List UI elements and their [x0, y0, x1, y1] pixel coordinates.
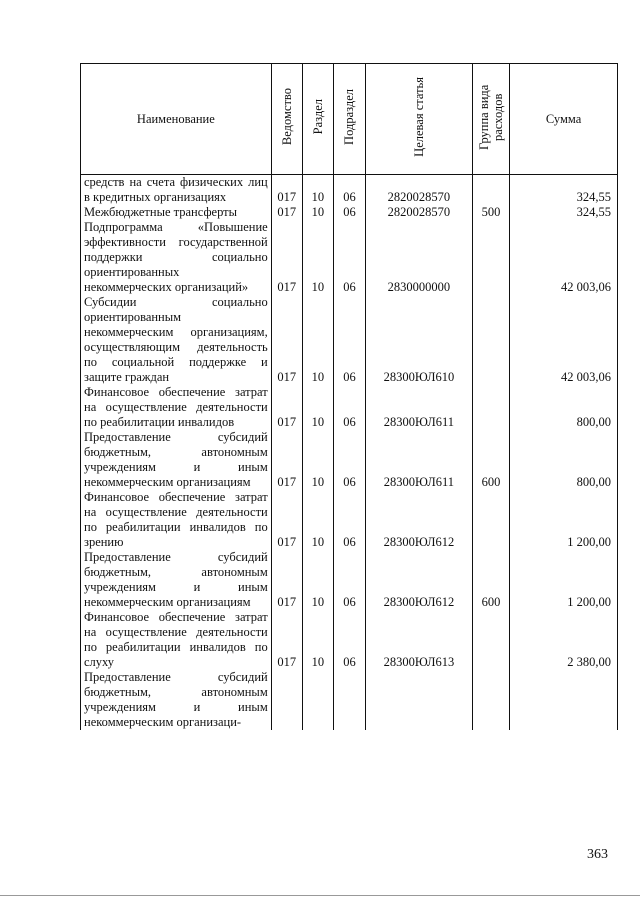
- cell-section: 10: [302, 430, 333, 490]
- cell-subsection: [333, 670, 365, 730]
- footer-divider: [0, 895, 640, 896]
- cell-target-item: 28300ЮЛ612: [366, 550, 473, 610]
- cell-name: Финансовое обеспечение затрат на осуществление деятельности по реабилитации инвалидов по зрению: [81, 490, 272, 550]
- header-sum: Сумма: [510, 64, 618, 175]
- cell-section: 10: [302, 175, 333, 206]
- cell-subsection: 06: [333, 175, 365, 206]
- cell-target-item: 28300ЮЛ612: [366, 490, 473, 550]
- cell-expense-group: [472, 295, 509, 385]
- cell-expense-group: [472, 490, 509, 550]
- header-name: Наименование: [81, 64, 272, 175]
- header-expense-group: Группа вида расходов: [472, 64, 509, 175]
- cell-section: 10: [302, 385, 333, 430]
- cell-department: 017: [271, 430, 302, 490]
- table-row: [81, 430, 618, 490]
- cell-target-item: 28300ЮЛ613: [366, 610, 473, 670]
- header-target-item: Целевая статья: [366, 64, 473, 175]
- cell-name: Финансовое обеспечение затрат на осуществление деятельности по реабилитации инвалидов: [81, 385, 272, 430]
- cell-expense-group: [472, 670, 509, 730]
- cell-subsection: 06: [333, 550, 365, 610]
- cell-department: 017: [271, 385, 302, 430]
- cell-name: Предоставление субсидий бюджетным, автономным учреждениям и иным некоммерческим организациям: [81, 550, 272, 610]
- cell-target-item: 2820028570: [366, 175, 473, 206]
- cell-name: средств на счета физических лиц в кредитных организациях: [81, 175, 272, 206]
- header-row: [81, 64, 618, 175]
- cell-section: 10: [302, 610, 333, 670]
- cell-expense-group: [472, 220, 509, 295]
- cell-section: 10: [302, 205, 333, 220]
- cell-subsection: 06: [333, 205, 365, 220]
- cell-target-item: 28300ЮЛ611: [366, 430, 473, 490]
- cell-subsection: 06: [333, 385, 365, 430]
- cell-name: Финансовое обеспечение затрат на осуществление деятельности по реабилитации инвалидов по слуху: [81, 610, 272, 670]
- budget-table: [80, 63, 618, 730]
- cell-sum: 42 003,06: [510, 220, 618, 295]
- table-row: [81, 490, 618, 550]
- cell-expense-group: 600: [472, 430, 509, 490]
- cell-subsection: 06: [333, 295, 365, 385]
- cell-expense-group: [472, 175, 509, 206]
- table-row: [81, 295, 618, 385]
- cell-sum: 800,00: [510, 385, 618, 430]
- table-row: [81, 550, 618, 610]
- cell-target-item: [366, 670, 473, 730]
- cell-name: Предоставление субсидий бюджетным, автономным учреждениям и иным некоммерческим организаци-: [81, 670, 272, 730]
- cell-name: Подпрограмма «Повышение эффективности государственной поддержки социально ориентированных некоммерческих организаций»: [81, 220, 272, 295]
- header-section: Раздел: [302, 64, 333, 175]
- cell-target-item: 2820028570: [366, 205, 473, 220]
- table-body: [81, 175, 618, 731]
- cell-sum: 2 380,00: [510, 610, 618, 670]
- cell-department: 017: [271, 220, 302, 295]
- cell-subsection: 06: [333, 220, 365, 295]
- cell-sum: 324,55: [510, 205, 618, 220]
- page-number: 363: [587, 847, 608, 862]
- cell-sum: 324,55: [510, 175, 618, 206]
- table-row: [81, 205, 618, 220]
- cell-name: Предоставление субсидий бюджетным, автономным учреждениям и иным некоммерческим организациям: [81, 430, 272, 490]
- cell-target-item: 28300ЮЛ611: [366, 385, 473, 430]
- cell-department: [271, 670, 302, 730]
- table-row: [81, 670, 618, 730]
- cell-department: 017: [271, 175, 302, 206]
- cell-section: 10: [302, 295, 333, 385]
- cell-section: 10: [302, 490, 333, 550]
- cell-sum: [510, 670, 618, 730]
- cell-department: 017: [271, 610, 302, 670]
- cell-section: [302, 670, 333, 730]
- cell-department: 017: [271, 205, 302, 220]
- cell-sum: 1 200,00: [510, 550, 618, 610]
- header-department: Ведомство: [271, 64, 302, 175]
- table-row: [81, 220, 618, 295]
- cell-expense-group: [472, 385, 509, 430]
- cell-name: Межбюджетные трансферты: [81, 205, 272, 220]
- table-row: [81, 175, 618, 206]
- cell-expense-group: 500: [472, 205, 509, 220]
- cell-department: 017: [271, 490, 302, 550]
- cell-expense-group: [472, 610, 509, 670]
- cell-sum: 800,00: [510, 430, 618, 490]
- cell-section: 10: [302, 220, 333, 295]
- cell-name: Субсидии социально ориентированным некоммерческим организациям, осуществляющим деятельность по социальной поддержке и защите граждан: [81, 295, 272, 385]
- table-row: [81, 610, 618, 670]
- cell-department: 017: [271, 295, 302, 385]
- cell-subsection: 06: [333, 430, 365, 490]
- cell-department: 017: [271, 550, 302, 610]
- cell-target-item: 2830000000: [366, 220, 473, 295]
- header-subsection: Подраздел: [333, 64, 365, 175]
- cell-subsection: 06: [333, 490, 365, 550]
- cell-target-item: 28300ЮЛ610: [366, 295, 473, 385]
- cell-subsection: 06: [333, 610, 365, 670]
- table-row: [81, 385, 618, 430]
- cell-expense-group: 600: [472, 550, 509, 610]
- cell-section: 10: [302, 550, 333, 610]
- cell-sum: 42 003,06: [510, 295, 618, 385]
- cell-sum: 1 200,00: [510, 490, 618, 550]
